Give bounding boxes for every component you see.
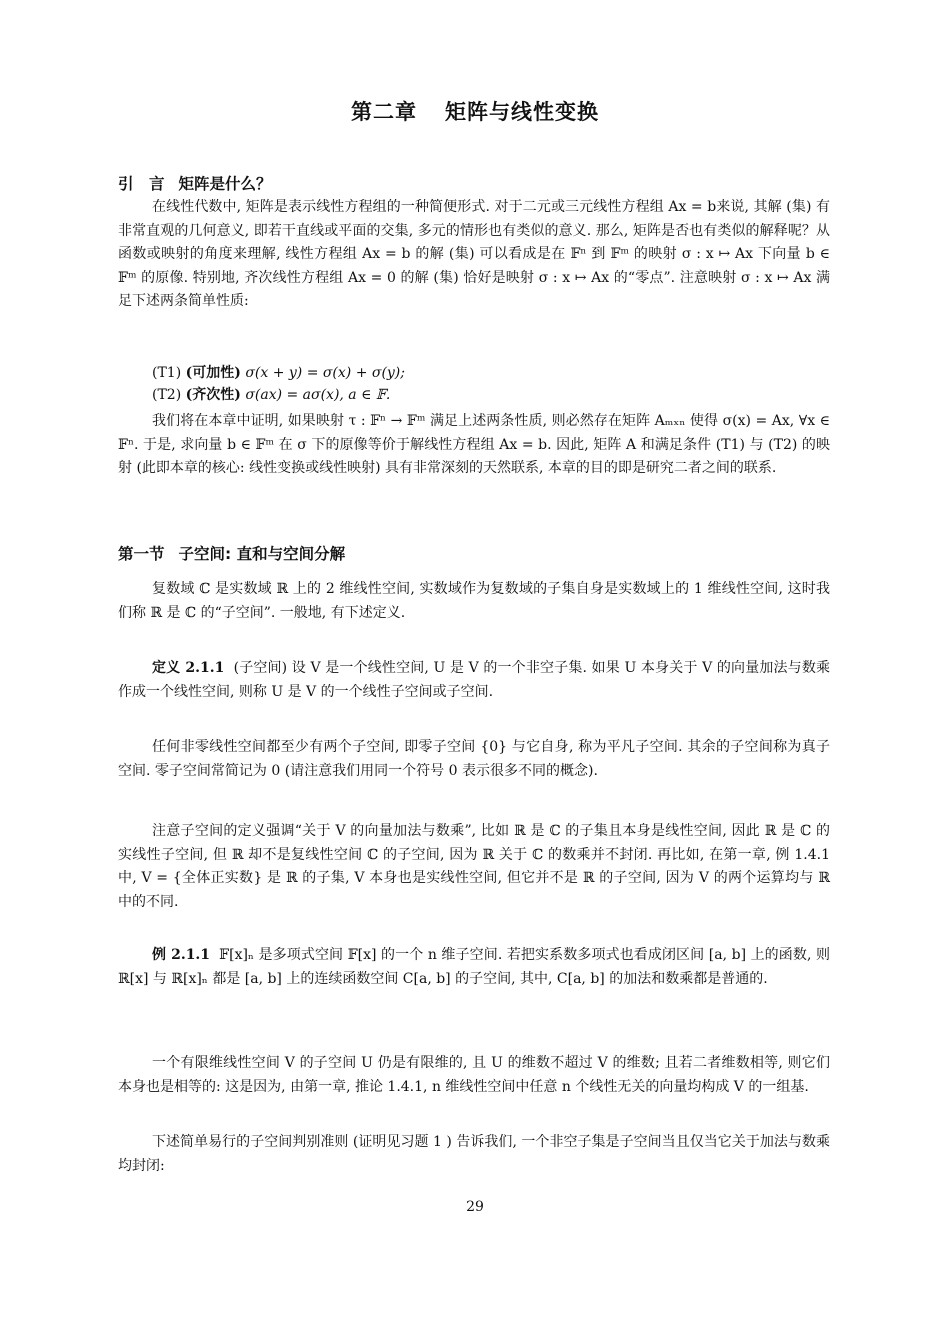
definition-text: (子空间) 设 V 是一个线性空间, U 是 V 的一个非空子集. 如果 U 本身关于 V 的向量加法与数乘作成一个线性空间, 则称 U 是 V 的一个线性子空间或子空间. <box>118 660 831 700</box>
page-number: 29 <box>466 1199 484 1215</box>
intro-paragraph-1: 在线性代数中, 矩阵是表示线性方程组的一种简便形式. 对于二元或三元线性方程组 Ax = b来说, 其解 (集) 有非常直观的几何意义, 即若干直线或平面的交集, 多元的情形也有类似的意义. 那么, 矩阵是否也有类似的解释呢？从函数或映射的角度来理解, 线性方程组 Ax = b 的解 (集) 可以看成是在 𝔽ⁿ 到 𝔽ᵐ 的映射 σ : x ↦ Ax 下向量 b ∈ 𝔽ᵐ 的原像. 特别地, 齐次线性方程组 Ax = 0 的解 (集) 恰好是映射 σ : x ↦ Ax 的“零点”. 注意映射 σ : x ↦ Ax 满足下述两条简单性质: <box>118 199 830 309</box>
property-t2-tag: (T2) <box>152 387 182 403</box>
section-1-paragraph-4: 一个有限维线性空间 V 的子空间 U 仍是有限维的, 且 U 的维数不超过 V 的维数; 且若二者维数相等, 则它们本身也是相等的: 这是因为, 由第一章, 推论 1.4.1, n 维线性空间中任意 n 个线性无关的向量均构成 V 的一组基. <box>118 1055 830 1095</box>
property-t1-tag: (T1) <box>152 365 182 381</box>
section-1-paragraph-1: 复数域 ℂ 是实数域 ℝ 上的 2 维线性空间, 实数域作为复数域的子集自身是实数域上的 1 维线性空间, 这时我们称 ℝ 是 ℂ 的“子空间”. 一般地, 有下述定义. <box>118 581 830 621</box>
chapter-title <box>0 96 950 126</box>
section-1-paragraph-3: 注意子空间的定义强调“关于 V 的向量加法与数乘”, 比如 ℝ 是 ℂ 的子集且本身是线性空间, 因此 ℝ 是 ℂ 的实线性子空间, 但 ℝ 却不是复线性空间 ℂ 的子空间, 因为 ℝ 关于 ℂ 的数乘并不封闭. 再比如, 在第一章, 例 1.4.1 中, V = {全体正实数} 是 ℝ 的子集, V 本身也是实线性空间, 但它并不是 ℝ 的子空间, 因为 V 的两个运算均与 ℝ 中的不同. <box>118 823 830 910</box>
section-1-paragraph-2: 任何非零线性空间都至少有两个子空间, 即零子空间 {0} 与它自身, 称为平凡子空间. 其余的子空间称为真子空间. 零子空间常简记为 0 (请注意我们用同一个符号 0 表示很多不同的概念). <box>118 739 830 779</box>
section-1-label: 第一节 <box>118 545 165 563</box>
property-t2-formula: σ(ax) = aσ(x), a ∈ 𝔽. <box>245 387 391 403</box>
chapter-number: 第二章 <box>351 100 417 124</box>
intro-heading-title: 矩阵是什么？ <box>178 175 272 193</box>
intro-heading-label: 引 言 <box>118 175 165 193</box>
intro-paragraph-2: 我们将在本章中证明, 如果映射 τ : 𝔽ⁿ → 𝔽ᵐ 满足上述两条性质, 则必然存在矩阵 Aₘₓₙ 使得 σ(x) = Ax, ∀x ∈ 𝔽ⁿ. 于是, 求向量 b ∈ 𝔽ᵐ 在 σ 下的原像等价于解线性方程组 Ax = b. 因此, 矩阵 A 和满足条件 (T1) 与 (T2) 的映射 (此即本章的核心: 线性变换或线性映射) 具有非常深刻的天然联系, 本章的目的即是研究二者之间的联系. <box>118 413 830 476</box>
chapter-name: 矩阵与线性变换 <box>445 100 599 124</box>
property-t1 <box>152 362 405 384</box>
intro-heading <box>118 172 272 194</box>
example-label: 例 2.1.1 <box>152 947 211 963</box>
section-1-paragraph-5: 下述简单易行的子空间判别准则 (证明见习题 1 ) 告诉我们, 一个非空子集是子空间当且仅当它关于加法与数乘均封闭: <box>118 1134 830 1174</box>
definition-2-1-1 <box>118 657 830 704</box>
property-t2 <box>152 384 390 406</box>
example-text: 𝔽[x]ₙ 是多项式空间 𝔽[x] 的一个 n 维子空间. 若把实系数多项式也看成闭区间 [a, b] 上的函数, 则 ℝ[x] 与 ℝ[x]ₙ 都是 [a, b] 上的连续函数空间 C[a, b] 的子空间, 其中, C[a, b] 的加法和数乘都是普通的. <box>118 947 830 987</box>
property-t1-name: (可加性) <box>185 365 241 381</box>
section-1-heading <box>118 542 345 564</box>
example-2-1-1 <box>118 944 830 991</box>
section-1-title: 子空间: 直和与空间分解 <box>178 545 346 563</box>
property-t1-formula: σ(x + y) = σ(x) + σ(y); <box>245 365 405 381</box>
definition-label: 定义 2.1.1 <box>152 660 225 676</box>
property-t2-name: (齐次性) <box>185 387 241 403</box>
